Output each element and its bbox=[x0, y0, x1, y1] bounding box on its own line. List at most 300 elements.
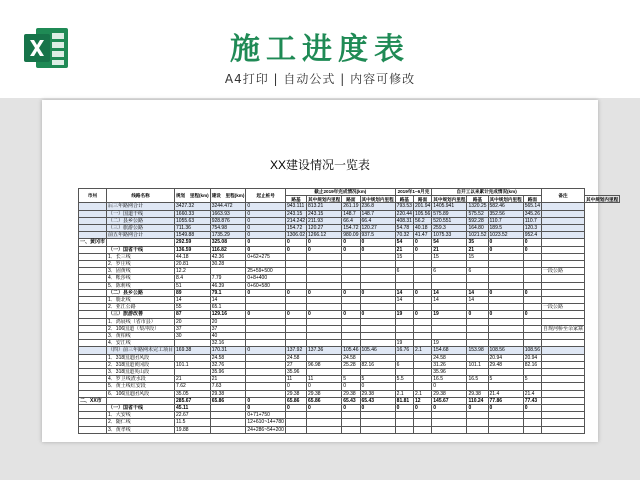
table-cell bbox=[360, 318, 395, 325]
table-cell bbox=[413, 282, 431, 289]
table-cell: 169.38 bbox=[175, 347, 211, 354]
table-cell bbox=[246, 261, 286, 268]
table-cell: 170.31 bbox=[210, 347, 246, 354]
table-cell: 211.93 bbox=[307, 217, 342, 224]
table-cell bbox=[523, 333, 541, 340]
table-cell bbox=[79, 203, 107, 210]
table-cell: 40 bbox=[210, 333, 246, 340]
table-cell: 0 bbox=[523, 311, 541, 318]
table-cell bbox=[342, 304, 360, 311]
table-cell bbox=[541, 311, 584, 318]
table-cell: 14 bbox=[432, 297, 467, 304]
table-cell bbox=[307, 275, 342, 282]
table-cell: 14 bbox=[175, 297, 211, 304]
table-cell bbox=[307, 261, 342, 268]
table-cell: 41.47 bbox=[413, 232, 431, 239]
table-cell bbox=[413, 376, 431, 383]
table-cell: 后三年路网合计 bbox=[107, 203, 175, 210]
table-cell: 14 bbox=[467, 297, 488, 304]
table-cell: 3．黄孝线 bbox=[107, 426, 175, 433]
table-cell bbox=[541, 354, 584, 361]
table-cell: 2．罗庄线 bbox=[107, 261, 175, 268]
table-cell bbox=[432, 419, 467, 426]
table-cell: 0 bbox=[307, 311, 342, 318]
table-cell: 352.56 bbox=[488, 210, 523, 217]
table-cell bbox=[541, 333, 584, 340]
table-cell: 153.98 bbox=[467, 347, 488, 354]
table-cell: 29.48 bbox=[488, 361, 523, 368]
table-cell: 35.96 bbox=[285, 369, 306, 376]
subheader-cell: 其中规划内里程 bbox=[433, 196, 466, 202]
table-cell bbox=[79, 369, 107, 376]
subheader-cell: 路面 bbox=[523, 196, 541, 203]
table-cell: 44.18 bbox=[175, 253, 211, 260]
table-cell: 105.56 bbox=[414, 210, 431, 217]
table-cell: 101.1 bbox=[467, 361, 488, 368]
table-row bbox=[79, 246, 620, 253]
table-cell: 15 bbox=[395, 253, 413, 260]
table-cell bbox=[307, 426, 342, 433]
table-cell: 15 bbox=[432, 253, 467, 260]
table-cell bbox=[79, 376, 107, 383]
table-cell bbox=[541, 217, 584, 224]
table-cell bbox=[79, 289, 107, 296]
table-cell: 0+71+750 bbox=[246, 412, 286, 419]
table-cell: 8.4 bbox=[175, 275, 211, 282]
table-cell bbox=[395, 333, 413, 340]
table-cell: 980.09 bbox=[343, 232, 359, 239]
header-build: 建设 里程(km) bbox=[210, 189, 246, 203]
table-cell bbox=[432, 333, 467, 340]
table-cell bbox=[342, 261, 360, 268]
table-cell: 30.28 bbox=[210, 261, 246, 268]
table-cell: 1663.93 bbox=[210, 210, 246, 217]
table-cell bbox=[307, 340, 342, 347]
table-cell: 20.94 bbox=[488, 354, 523, 361]
table-cell bbox=[285, 297, 306, 304]
table-cell bbox=[342, 282, 360, 289]
table-cell: 14 bbox=[395, 297, 413, 304]
table-cell bbox=[541, 253, 584, 260]
table-cell bbox=[210, 405, 246, 412]
table-cell: 164.80 bbox=[467, 224, 488, 231]
table-cell bbox=[307, 419, 342, 426]
table-cell: 5 bbox=[342, 376, 360, 383]
table-cell: 292.59 bbox=[175, 239, 211, 246]
table-cell bbox=[360, 282, 395, 289]
table-cell: 120.27 bbox=[360, 224, 395, 231]
table-cell bbox=[342, 419, 360, 426]
table-cell: 0 bbox=[307, 246, 342, 253]
table-row bbox=[79, 383, 620, 390]
table-cell: 0 bbox=[307, 405, 342, 412]
table-row bbox=[79, 224, 620, 231]
table-row bbox=[79, 390, 620, 397]
table-cell: 1．318国道团风段 bbox=[107, 354, 175, 361]
table-cell: 0 bbox=[246, 203, 286, 210]
table-cell: 0 bbox=[342, 311, 360, 318]
table-cell: 65.86 bbox=[307, 397, 342, 404]
table-cell: 1021.52 bbox=[468, 232, 487, 239]
table-row bbox=[79, 333, 620, 340]
header-stake: 起止桩号 bbox=[246, 189, 286, 203]
table-cell bbox=[541, 369, 584, 376]
table-cell: 0 bbox=[285, 311, 306, 318]
table-cell: 0 bbox=[360, 405, 395, 412]
table-cell bbox=[79, 318, 107, 325]
table-cell: 32.16 bbox=[210, 340, 246, 347]
table-cell: 3．318国道英山段 bbox=[107, 369, 175, 376]
table-cell: 0 bbox=[395, 405, 413, 412]
table-cell: 0 bbox=[342, 289, 360, 296]
table-cell: 325.08 bbox=[210, 239, 246, 246]
table-cell: 0 bbox=[246, 289, 286, 296]
table-cell bbox=[413, 361, 431, 368]
table-cell: 101.1 bbox=[175, 361, 211, 368]
table-cell: 21 bbox=[175, 376, 211, 383]
table-row bbox=[79, 318, 620, 325]
table-cell bbox=[541, 239, 584, 246]
table-cell bbox=[246, 333, 286, 340]
table-cell bbox=[413, 318, 431, 325]
table-cell bbox=[246, 354, 286, 361]
table-cell: 29.38 bbox=[432, 390, 467, 397]
table-cell: 89 bbox=[175, 289, 211, 296]
table-cell: 65.43 bbox=[360, 397, 395, 404]
table-cell bbox=[175, 340, 211, 347]
table-cell bbox=[413, 419, 431, 426]
table-cell: 29.38 bbox=[342, 390, 360, 397]
table-cell: 21 bbox=[432, 246, 467, 253]
table-cell bbox=[413, 426, 431, 433]
table-cell bbox=[79, 246, 107, 253]
table-cell bbox=[541, 203, 584, 210]
table-cell bbox=[523, 412, 541, 419]
table-cell bbox=[488, 383, 523, 390]
table-cell: 82.16 bbox=[523, 361, 541, 368]
table-cell: 116.82 bbox=[210, 246, 246, 253]
table-cell: 1．大安线 bbox=[107, 412, 175, 419]
table-row bbox=[79, 361, 620, 368]
table-cell: 120.3 bbox=[523, 224, 541, 231]
table-cell: 4．罗卫线渣水段 bbox=[107, 376, 175, 383]
table-cell: 35.96 bbox=[432, 369, 467, 376]
table-cell bbox=[342, 268, 360, 275]
table-cell: 5 bbox=[360, 376, 395, 383]
banner bbox=[0, 0, 640, 98]
table-cell: 19 bbox=[432, 340, 467, 347]
table-cell bbox=[467, 340, 488, 347]
table-cell: 54 bbox=[395, 239, 413, 246]
table-cell bbox=[210, 268, 246, 275]
table-row bbox=[79, 311, 620, 318]
subheader-cell: 路基 bbox=[285, 196, 306, 203]
table-cell bbox=[488, 426, 523, 433]
table-cell: 24+286~54+200 bbox=[247, 426, 284, 433]
table-cell bbox=[488, 297, 523, 304]
table-cell: 3427.32 bbox=[175, 203, 211, 210]
table-cell bbox=[175, 354, 211, 361]
table-cell bbox=[395, 304, 413, 311]
table-cell bbox=[79, 390, 107, 397]
table-cell bbox=[413, 261, 431, 268]
table-cell: 55 bbox=[175, 304, 211, 311]
table-cell bbox=[79, 412, 107, 419]
table-cell: （一）国道干线 bbox=[107, 210, 175, 217]
table-cell: （二）县乡公路 bbox=[107, 289, 175, 296]
table-cell bbox=[342, 253, 360, 260]
table-row bbox=[79, 289, 620, 296]
table-cell bbox=[307, 318, 342, 325]
table-cell: 25.28 bbox=[342, 361, 360, 368]
table-cell: 0 bbox=[523, 246, 541, 253]
table-cell: 32.76 bbox=[210, 361, 246, 368]
table-cell bbox=[541, 405, 584, 412]
table-cell bbox=[285, 282, 306, 289]
table-cell bbox=[342, 340, 360, 347]
table-cell bbox=[467, 419, 488, 426]
table-cell: 0 bbox=[413, 246, 431, 253]
table-cell: 自规河桥至余家寨 bbox=[542, 325, 583, 332]
table-cell: 7.79 bbox=[210, 275, 246, 282]
document-title: XX建设情况一览表 bbox=[269, 158, 370, 172]
table-cell: 0 bbox=[342, 246, 360, 253]
table-cell: 45.11 bbox=[175, 405, 211, 412]
table-cell bbox=[488, 304, 523, 311]
table-cell: 65.86 bbox=[210, 397, 246, 404]
table-cell: 0 bbox=[413, 289, 431, 296]
table-cell bbox=[342, 333, 360, 340]
table-cell bbox=[307, 253, 342, 260]
table-cell bbox=[523, 261, 541, 268]
table-cell: 35.05 bbox=[175, 390, 211, 397]
table-cell bbox=[285, 412, 306, 419]
table-cell: 0 bbox=[523, 405, 541, 412]
table-cell bbox=[488, 419, 523, 426]
header-group-half: 2019年1~6月完 bbox=[395, 189, 432, 196]
table-cell: 29.38 bbox=[467, 390, 488, 397]
header-group-total: 自开工以来累计完成情况(km) bbox=[432, 189, 542, 196]
table-cell: 1549.88 bbox=[175, 232, 211, 239]
table-cell bbox=[541, 261, 584, 268]
table-cell bbox=[79, 383, 107, 390]
table-cell: 2．318国道黄冈段 bbox=[107, 361, 175, 368]
table-cell: 66.4 bbox=[342, 217, 360, 224]
table-cell bbox=[523, 383, 541, 390]
table-cell bbox=[246, 297, 286, 304]
table-cell bbox=[246, 390, 286, 397]
table-cell bbox=[488, 268, 523, 275]
table-cell bbox=[360, 369, 395, 376]
table-cell: 0 bbox=[488, 311, 523, 318]
table-cell bbox=[395, 419, 413, 426]
table-cell bbox=[432, 261, 467, 268]
table-cell: 0 bbox=[285, 246, 306, 253]
table-cell: 27 bbox=[285, 361, 306, 368]
table-row bbox=[79, 369, 620, 376]
table-cell: 0 bbox=[413, 311, 431, 318]
table-cell: 21.4 bbox=[488, 390, 523, 397]
table-row bbox=[79, 419, 620, 426]
table-cell: 108.56 bbox=[488, 347, 523, 354]
table-cell: 46.39 bbox=[210, 282, 246, 289]
table-cell: 754.98 bbox=[210, 224, 246, 231]
table-cell bbox=[488, 340, 523, 347]
table-cell: 16.5 bbox=[467, 376, 488, 383]
table-cell bbox=[360, 354, 395, 361]
table-cell: 243.15 bbox=[307, 210, 342, 217]
table-cell: 14 bbox=[467, 289, 488, 296]
table-cell: 14 bbox=[395, 289, 413, 296]
table-cell bbox=[467, 318, 488, 325]
table-row bbox=[79, 304, 620, 311]
table-cell: 20.94 bbox=[523, 354, 541, 361]
table-cell bbox=[79, 217, 107, 224]
table-cell bbox=[523, 340, 541, 347]
table-cell: 14 bbox=[210, 297, 246, 304]
table-cell bbox=[395, 318, 413, 325]
table-cell: 2．106国道（梨冲段） bbox=[107, 325, 175, 332]
table-cell bbox=[79, 405, 107, 412]
table-cell: 0 bbox=[246, 217, 286, 224]
table-cell bbox=[541, 210, 584, 217]
table-cell: 1660.33 bbox=[175, 210, 211, 217]
table-cell bbox=[285, 325, 306, 332]
table-cell: 2.1 bbox=[395, 390, 413, 397]
table-cell bbox=[467, 333, 488, 340]
table-cell bbox=[395, 369, 413, 376]
table-cell bbox=[79, 224, 107, 231]
table-cell bbox=[285, 333, 306, 340]
table-cell: 87 bbox=[175, 311, 211, 318]
table-cell bbox=[79, 340, 107, 347]
table-cell: 19 bbox=[395, 311, 413, 318]
progress-table bbox=[78, 188, 620, 434]
table-cell: 35.96 bbox=[210, 369, 246, 376]
table-cell: 21.4 bbox=[523, 390, 541, 397]
table-row bbox=[79, 397, 620, 404]
table-cell: 582.46 bbox=[488, 203, 523, 210]
table-row bbox=[79, 232, 620, 239]
table-cell: 110.24 bbox=[467, 397, 488, 404]
table-cell: 105.46 bbox=[343, 347, 359, 354]
table-cell: 943.111 bbox=[285, 203, 306, 210]
table-cell: 1055.63 bbox=[175, 217, 211, 224]
table-cell: 6 bbox=[395, 268, 413, 275]
table-cell: 0+62+275 bbox=[246, 253, 286, 260]
table-cell: 0 bbox=[246, 239, 286, 246]
table-cell bbox=[523, 253, 541, 260]
table-cell: 0 bbox=[285, 289, 306, 296]
table-cell bbox=[541, 376, 584, 383]
table-cell: 408.31 bbox=[396, 217, 412, 224]
table-cell: 108.56 bbox=[524, 347, 540, 354]
table-cell: 0 bbox=[246, 210, 286, 217]
table-cell bbox=[79, 275, 107, 282]
table-cell: 29.38 bbox=[307, 390, 342, 397]
table-cell bbox=[541, 282, 584, 289]
table-cell: 952.4 bbox=[523, 232, 541, 239]
table-cell: 592.28 bbox=[467, 217, 488, 224]
table-cell: 0 bbox=[360, 289, 395, 296]
table-cell bbox=[342, 275, 360, 282]
table-cell: 148.7 bbox=[360, 210, 395, 217]
table-cell: 1266.12 bbox=[307, 232, 342, 239]
table-cell: （一）国省干线 bbox=[107, 246, 175, 253]
table-cell: 一段公路 bbox=[541, 268, 584, 275]
table-row bbox=[79, 217, 620, 224]
table-row bbox=[79, 325, 620, 332]
table-cell: 5．陈莉线 bbox=[107, 282, 175, 289]
table-cell bbox=[413, 340, 431, 347]
table-cell: 137.36 bbox=[307, 347, 342, 354]
table-cell: 937.5 bbox=[360, 232, 395, 239]
table-cell bbox=[285, 419, 306, 426]
subheader-cell: 其中规划内里程 bbox=[361, 196, 394, 202]
table-cell: 一、黄冈市 bbox=[80, 239, 106, 246]
table-cell bbox=[360, 419, 395, 426]
table-cell: 二、XX市 bbox=[79, 397, 107, 404]
table-cell bbox=[360, 261, 395, 268]
table-row bbox=[79, 405, 620, 412]
table-cell: 0 bbox=[246, 224, 286, 231]
table-cell: 154.72 bbox=[343, 224, 359, 231]
table-cell bbox=[307, 412, 342, 419]
table-cell: 30 bbox=[175, 333, 211, 340]
table-cell: 1075.33 bbox=[432, 232, 467, 239]
table-cell bbox=[342, 369, 360, 376]
table-cell bbox=[360, 268, 395, 275]
table-row bbox=[79, 354, 620, 361]
table-cell: 前五年路网合计 bbox=[107, 232, 175, 239]
table-cell: 19 bbox=[432, 311, 467, 318]
table-cell bbox=[246, 340, 286, 347]
table-cell bbox=[285, 261, 306, 268]
table-cell: 0 bbox=[246, 405, 286, 412]
table-cell: 22.67 bbox=[175, 412, 211, 419]
table-cell bbox=[523, 325, 541, 332]
table-cell bbox=[541, 246, 584, 253]
table-cell bbox=[79, 232, 107, 239]
table-cell bbox=[541, 224, 584, 231]
table-cell: 16.5 bbox=[432, 376, 467, 383]
table-cell bbox=[467, 282, 488, 289]
table-cell: 220.44 bbox=[396, 210, 412, 217]
table-cell bbox=[307, 354, 342, 361]
table-cell bbox=[467, 261, 488, 268]
table-cell: 11 bbox=[307, 376, 342, 383]
table-cell: 0 bbox=[342, 405, 360, 412]
table-cell bbox=[79, 361, 107, 368]
table-row bbox=[79, 210, 620, 217]
table-cell: 105.46 bbox=[360, 347, 395, 354]
table-cell bbox=[307, 297, 342, 304]
table-cell bbox=[541, 361, 584, 368]
table-cell bbox=[523, 419, 541, 426]
table-cell bbox=[360, 325, 395, 332]
table-cell bbox=[107, 397, 175, 404]
table-cell: 2.1 bbox=[413, 390, 431, 397]
table-cell bbox=[413, 354, 431, 361]
table-cell: 1405.941 bbox=[432, 203, 467, 210]
table-cell bbox=[246, 376, 286, 383]
table-cell: 5 bbox=[488, 376, 523, 383]
table-cell: 261.19 bbox=[343, 203, 359, 210]
table-cell: 20 bbox=[175, 318, 211, 325]
header-name: 线路名称 bbox=[107, 189, 175, 203]
table-cell bbox=[488, 369, 523, 376]
subheader-cell: 路基 bbox=[395, 196, 413, 203]
